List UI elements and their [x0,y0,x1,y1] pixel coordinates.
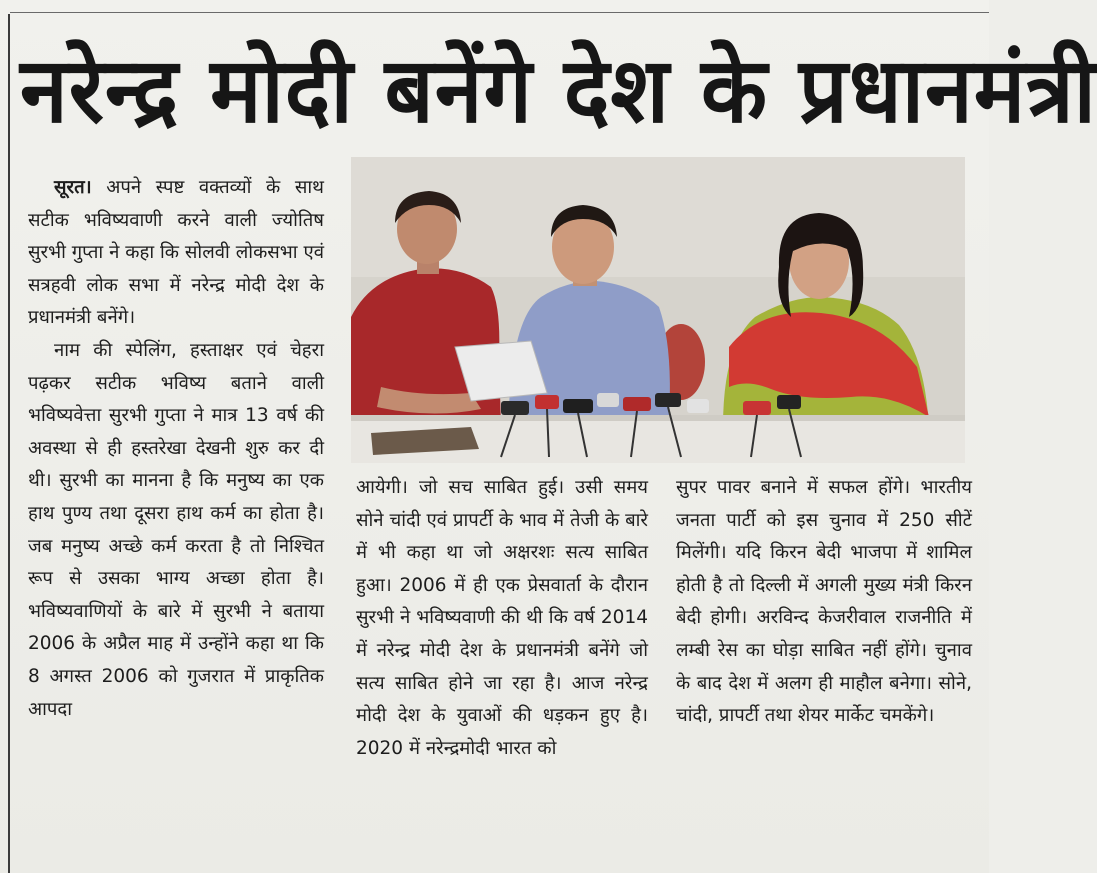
column-3-text: सुपर पावर बनाने में सफल होंगे। भारतीय जनता पार्टी को इस चुनाव में 250 सीटें मिलेंगी। यदि किरन बेदी भाजपा में शामिल होती है तो दिल्ली में अगली मुख्य मंत्री किरन बेदी होगी। अरविन्द केजरीवाल राजनीति में लम्बी रेस का घोड़ा साबित नहीं होंगे। चुनाव के बाद देश में अलग ही माहौल बनेगा। सोने, चांदी, प्रापर्टी तथा शेयर मार्केट चमकेंगे। [676,477,972,727]
column-2-text: आयेगी। जो सच साबित हुई। उसी समय सोने चांदी एवं प्रापर्टी के भाव में तेजी के बारे में भी कहा था जो अक्षरशः सत्य साबित हुआ। 2006 में ही एक प्रेसवार्ता के दौरान सुरभी ने भविष्यवाणी की थी कि वर्ष 2014 में नरेन्द्र मोदी देश के प्रधानमंत्री बनेंगे जो सत्य साबित होने जा रहा है। आज नरेन्द्र मोदी देश के युवाओं की धड़कन हुए है। 2020 में नरेन्द्रमोदी भारत को [356,477,648,759]
mic [655,393,681,407]
top-rule [10,12,989,13]
paragraph-1-text: अपने स्पष्ट वक्तव्यों के साथ सटीक भविष्यवाणी करने वाली ज्योतिष सुरभी गुप्ता ने कहा कि सोलवी लोकसभा एवं सत्रहवी लोक सभा में नरेन्द्र मोदी देश के प्रधानमंत्री बनेंगे। [28,177,324,329]
dateline: सूरत। [54,177,92,198]
mic [563,399,593,413]
table-edge [351,415,965,421]
mic [623,397,651,411]
paper-sheet [455,341,547,401]
mic [501,401,529,415]
paragraph-1 [28,172,324,335]
headline: नरेन्द्र मोदी बनेंगे देश के प्रधानमंत्री [20,38,1097,144]
press-conference-photo [351,157,965,463]
article-column-2 [356,472,648,872]
mic [687,399,709,413]
paragraph-2: नाम की स्पेलिंग, हस्ताक्षर एवं चेहरा पढ़कर सटीक भविष्य बताने वाली भविष्यवेत्ता सुरभी गुप्ता ने मात्र 13 वर्ष की अवस्था से ही हस्तरेखा देखनी शुरु कर दी थी। सुरभी का मानना है कि मनुष्य का एक हाथ पुण्य तथा दूसरा हाथ कर्म का होता है। जब मनुष्य अच्छे कर्म करता है तो निश्चित रूप से उसका भाग्य अच्छा होता है। भविष्यवाणियों के बारे में सुरभी ने बताया 2006 के अप्रैल माह में उन्होंने कहा था कि 8 अगस्त 2006 को गुजरात में प्राकृतिक आपदा [28,339,324,720]
mic [743,401,771,415]
article-column-3 [676,472,972,872]
photo-illustration [351,157,965,463]
article-column-1 [28,172,324,872]
mic [535,395,559,409]
column-rule-left [8,14,10,873]
mic [597,393,619,407]
mic [777,395,801,409]
